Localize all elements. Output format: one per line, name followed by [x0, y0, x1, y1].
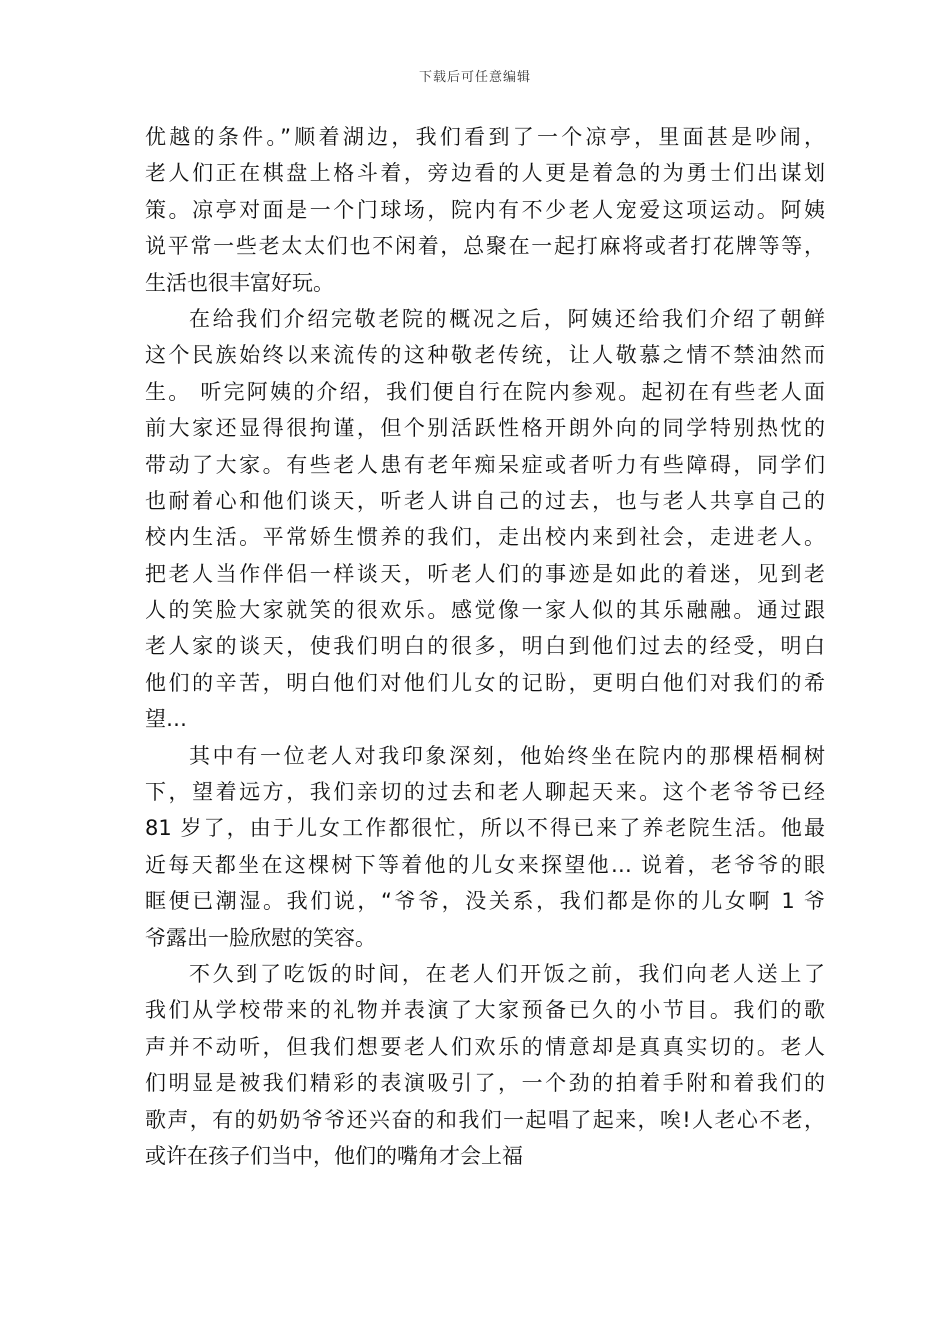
text-line: 也耐着心和他们谈天，听老人讲自己的过去，也与老人共享自己的 [145, 488, 825, 513]
text-line: 人的笑脸大家就笑的很欢乐。感觉像一家人似的其乐融融。通过跟 [145, 598, 825, 623]
text-line: 把老人当作伴侣一样谈天，听老人们的事迹是如此的着迷，见到老 [145, 561, 825, 586]
text-line: 我们从学校带来的礼物并表演了大家预备已久的小节目。我们的歌 [145, 998, 825, 1023]
text-line: 爷露出一脸欣慰的笑容。 [145, 925, 376, 950]
text-line: 声并不动听，但我们想要老人们欢乐的情意却是真真实切的。老人 [145, 1034, 825, 1059]
text-line: 在给我们介绍完敬老院的概况之后，阿姨还给我们介绍了朝鲜 [189, 306, 825, 331]
text-line: 前大家还显得很拘谨，但个别活跃性格开朗外向的同学特别热忱的 [145, 416, 825, 441]
text-line: 歌声，有的奶奶爷爷还兴奋的和我们一起唱了起来，唉!人老心不老， [145, 1107, 825, 1132]
text-line: 们明显是被我们精彩的表演吸引了，一个劲的拍着手附和着我们的 [145, 1071, 825, 1096]
text-line: 带动了大家。有些老人患有老年痴呆症或者听力有些障碍，同学们 [145, 452, 825, 477]
text-line: 老人家的谈天，使我们明白的很多，明白到他们过去的经受，明白 [145, 634, 825, 659]
text-line: 或许在孩子们当中，他们的嘴角才会上福 [145, 1143, 523, 1168]
page-header: 下载后可任意编辑 [418, 70, 531, 85]
text-line: 策。凉亭对面是一个门球场，院内有不少老人宠爱这项运动。阿姨 [145, 197, 825, 222]
text-line: 其中有一位老人对我印象深刻，他始终坐在院内的那棵梧桐树 [189, 743, 825, 768]
text-line: 81 岁了，由于儿女工作都很忙，所以不得已来了养老院生活。他最 [145, 816, 825, 841]
text-line: 近每天都坐在这棵树下等着他的儿女来探望他… 说着，老爷爷的眼 [145, 852, 825, 877]
text-line: 老人们正在棋盘上格斗着，旁边看的人更是着急的为勇士们出谋划 [145, 161, 825, 186]
text-line: 校内生活。平常娇生惯养的我们，走出校内来到社会，走进老人。 [145, 525, 825, 550]
text-line: 望… [145, 707, 187, 732]
text-line: 这个民族始终以来流传的这种敬老传统，让人敬慕之情不禁油然而 [145, 343, 825, 368]
text-line: 生。 听完阿姨的介绍，我们便自行在院内参观。起初在有些老人面 [145, 379, 825, 404]
text-line: 眶便已潮湿。我们说，“爷爷，没关系，我们都是你的儿女啊 1 爷 [145, 889, 825, 914]
text-line: 他们的辛苦，明白他们对他们儿女的记盼，更明白他们对我们的希 [145, 670, 825, 695]
text-line: 优越的条件。”顺着湖边，我们看到了一个凉亭，里面甚是吵闹， [145, 125, 825, 149]
text-line: 下，望着远方，我们亲切的过去和老人聊起天来。这个老爷爷已经 [145, 780, 825, 805]
text-line: 不久到了吃饭的时间，在老人们开饭之前，我们向老人送上了 [189, 961, 825, 986]
body-text [145, 119, 825, 1174]
text-line: 说平常一些老太太们也不闲着，总聚在一起打麻将或者打花牌等等， [145, 234, 825, 259]
text-line: 生活也很丰富好玩。 [145, 270, 334, 295]
